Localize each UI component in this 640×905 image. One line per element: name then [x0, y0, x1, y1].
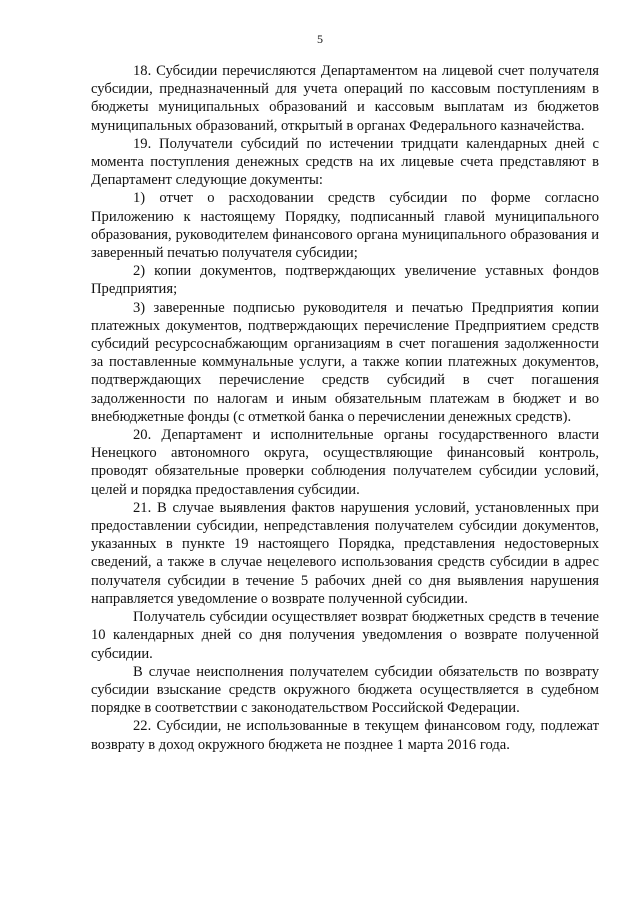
paragraph-recovery: В случае неисполнения получателем субсидии обязательств по возврату субсидии взыскание средств окружного бюджета осуществляется в судебном порядке в соответствии с законодательством Российской Федерации.: [91, 663, 599, 717]
paragraph-return-term: Получатель субсидии осуществляет возврат бюджетных средств в течение 10 календарных дней со дня получения уведомления о возврате полученной субсидии.: [91, 609, 599, 662]
document-body: [91, 62, 599, 754]
paragraph-item-21: 21. В случае выявления фактов нарушения условий, установленных при предоставлении субсидии, непредставления получателем субсидии документов, указанных в пункте 19 настоящего Порядка, представления недостоверных сведений, а также в случае нецелевого использования средств субсидии в адрес получателя субсидии в течение 5 рабочих дней со дня выявления нарушения направляется уведомление о возврате полученной субсидии.: [91, 499, 599, 607]
paragraph-subitem-3: 3) заверенные подписью руководителя и печатью Предприятия копии платежных документов, подтверждающих перечисление Предприятием средств субсидий ресурсоснабжающим организациям в счет погашения задолженности за поставленные коммунальные услуги, а также копии платежных документов, подтверждающих перечисление средств субсидий в счет погашения задолженности по налогам и иным обязательным платежам в бюджет и во внебюджетные фонды (с отметкой банка о перечислении денежных средств).: [91, 299, 599, 425]
paragraph-item-18: 18. Субсидии перечисляются Департаментом на лицевой счет получателя субсидии, предназначенный для учета операций по кассовым поступлениям в бюджеты муниципальных образований и кассовым выплатам из бюджетов муниципальных образований, открытый в органах Федерального казначейства.: [91, 63, 599, 134]
paragraph-subitem-1: 1) отчет о расходовании средств субсидии по форме согласно Приложению к настоящему Порядку, подписанный главой муниципального образования, руководителем финансового органа муниципального образования и заверенный печатью получателя субсидии;: [91, 190, 599, 262]
paragraph-item-20: 20. Департамент и исполнительные органы государственного власти Ненецкого автономного округа, осуществляющие финансовый контроль, проводят обязательные проверки соблюдения получателем субсидии условий, целей и порядка предоставления субсидии.: [91, 427, 599, 498]
paragraph-subitem-2: 2) копии документов, подтверждающих увеличение уставных фондов Предприятия;: [91, 263, 599, 298]
paragraph-item-19: 19. Получатели субсидий по истечении тридцати календарных дней с момента поступления денежных средств на их лицевые счета представляют в Департамент следующие документы:: [91, 135, 599, 189]
page-number: 5: [317, 32, 323, 46]
paragraph-item-22: 22. Субсидии, не использованные в текущем финансовом году, подлежат возврату в доход окружного бюджета не позднее 1 марта 2016 года.: [91, 718, 599, 753]
